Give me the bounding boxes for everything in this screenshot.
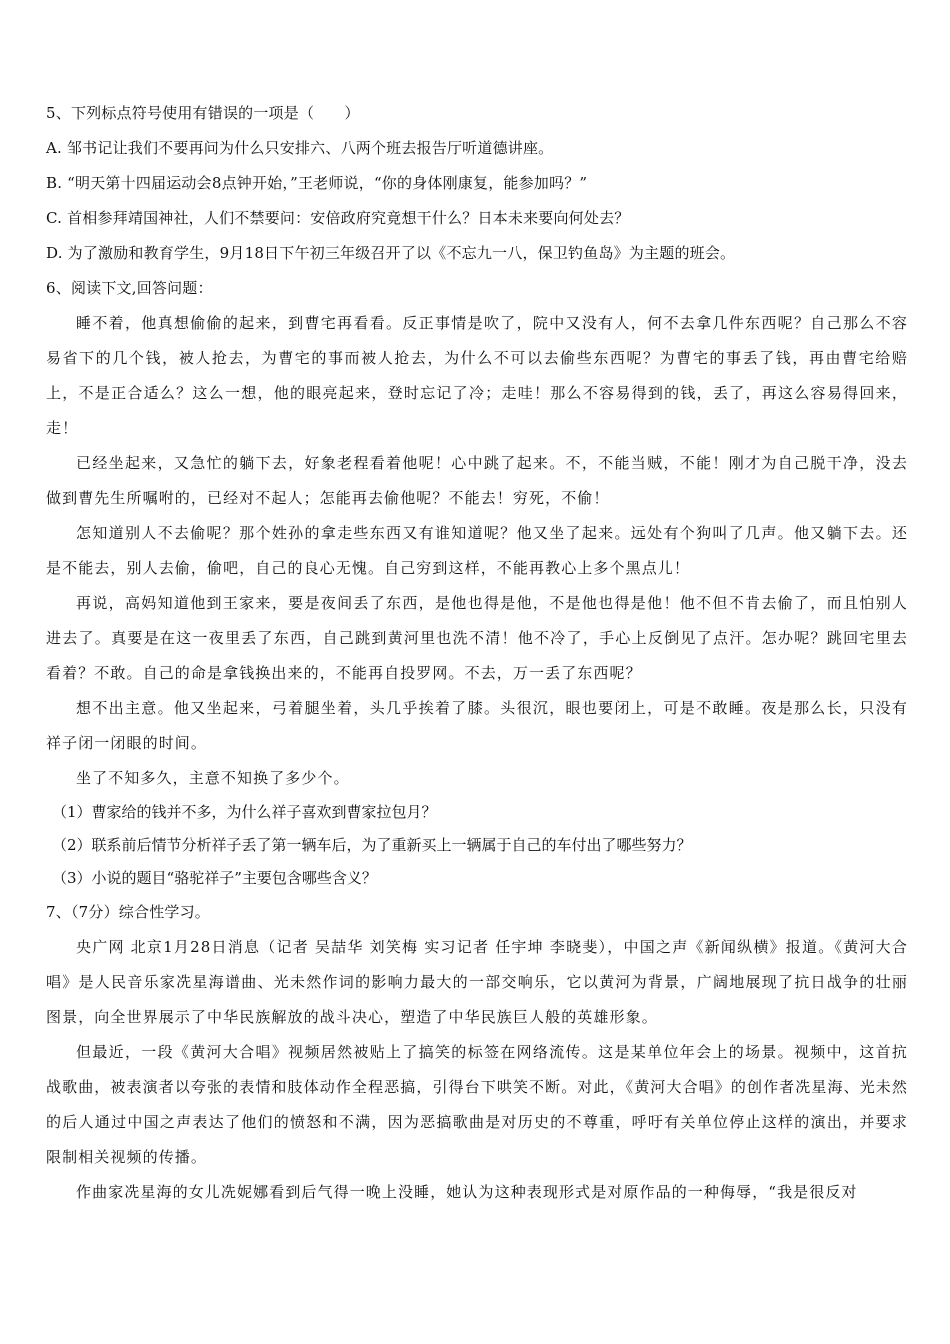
question-7-stem: 7、（7分）综合性学习。 (46, 903, 210, 921)
q6-subquestion-3: （3）小说的题目“骆驼祥子”主要包含哪些含义？ (52, 869, 377, 887)
question-5-stem: 5、下列标点符号使用有错误的一项是（ ） (46, 104, 360, 122)
q6-paragraph: 怎知道别人不去偷呢？那个姓孙的拿走些东西又有谁知道呢？他又坐了起来。远处有个狗叫了几声。他又躺下去。还是不能去，别人去偷，偷吧，自己的良心无愧。自己穷到这样，不能再教心上多个黑点儿！ (46, 524, 908, 577)
question-6-stem: 6、阅读下文,回答问题： (46, 279, 213, 297)
q5-option-b: B. “明天第十四届运动会8点钟开始，”王老师说，“你的身体刚康复，能参加吗？” (46, 174, 588, 192)
q5-option-a: A. 邹书记让我们不要再问为什么只安排六、八两个班去报告厅听道德讲座。 (46, 139, 554, 157)
q6-paragraph: 睡不着，他真想偷偷的起来，到曹宅再看看。反正事情是吹了，院中又没有人，何不去拿几件东西呢？自己那么不容易省下的几个钱，被人抢去，为曹宅的事而被人抢去，为什么不可以去偷些东西呢？为曹宅的事丢了钱，再由曹宅给赔上，不是正合适么？这么一想，他的眼亮起来，登时忘记了冷；走哇！那么不容易得到的钱，丢了，再这么容易得回来，走！ (46, 314, 908, 437)
q6-paragraph: 想不出主意。他又坐起来，弓着腿坐着，头几乎挨着了膝。头很沉，眼也要闭上，可是不敢睡。夜是那么长，只没有祥子闭一闭眼的时间。 (46, 699, 908, 752)
q7-paragraph: 央广网 北京1月28日消息（记者 吴喆华 刘笑梅 实习记者 任宇坤 李晓斐），中国之声《新闻纵横》报道。《黄河大合唱》是人民音乐家冼星海谱曲、光未然作词的影响力最大的一部交响乐，它以黄河为背景，广阔地展现了抗日战争的壮丽图景，向全世界展示了中华民族解放的战斗决心，塑造了中华民族巨人般的英雄形象。 (46, 938, 908, 1026)
exam-page (46, 96, 908, 1210)
q7-paragraph: 但最近，一段《黄河大合唱》视频居然被贴上了搞笑的标签在网络流传。这是某单位年会上的场景。视频中，这首抗战歌曲，被表演者以夸张的表情和肢体动作全程恶搞，引得台下哄笑不断。对此，《黄河大合唱》的创作者冼星海、光未然的后人通过中国之声表达了他们的愤怒和不满，因为恶搞歌曲是对历史的不尊重，呼吁有关单位停止这样的演出，并要求限制相关视频的传播。 (46, 1043, 908, 1166)
q5-option-c: C. 首相参拜靖国神社，人们不禁要问：安倍政府究竟想干什么？日本未来要向何处去？ (46, 209, 630, 227)
q6-paragraph: 再说，高妈知道他到王家来，要是夜间丢了东西，是他也得是他，不是他也得是他！他不但不肯去偷了，而且怕别人进去了。真要是在这一夜里丢了东西，自己跳到黄河里也洗不清！他不冷了，手心上反倒见了点汗。怎办呢？跳回宅里去看着？不敢。自己的命是拿钱换出来的，不能再自投罗网。不去，万一丢了东西呢？ (46, 594, 908, 682)
q7-paragraph: 作曲家冼星海的女儿冼妮娜看到后气得一晚上没睡，她认为这种表现形式是对原作品的一种侮辱，“我是很反对 (76, 1183, 858, 1201)
q6-subquestion-2: （2）联系前后情节分析祥子丢了第一辆车后，为了重新买上一辆属于自己的车付出了哪些努力？ (52, 836, 692, 854)
q6-subquestion-1: （1）曹家给的钱并不多，为什么祥子喜欢到曹家拉包月？ (52, 803, 437, 821)
q6-paragraph: 坐了不知多久，主意不知换了多少个。 (76, 769, 350, 787)
q5-option-d: D. 为了激励和教育学生，9月18日下午初三年级召开了以《不忘九一八，保卫钓鱼岛》为主题的班会。 (46, 244, 736, 262)
q6-paragraph: 已经坐起来，又急忙的躺下去，好象老程看着他呢！心中跳了起来。不，不能当贼，不能！刚才为自己脱干净，没去做到曹先生所嘱咐的，已经对不起人；怎能再去偷他呢？不能去！穷死，不偷！ (46, 454, 908, 507)
